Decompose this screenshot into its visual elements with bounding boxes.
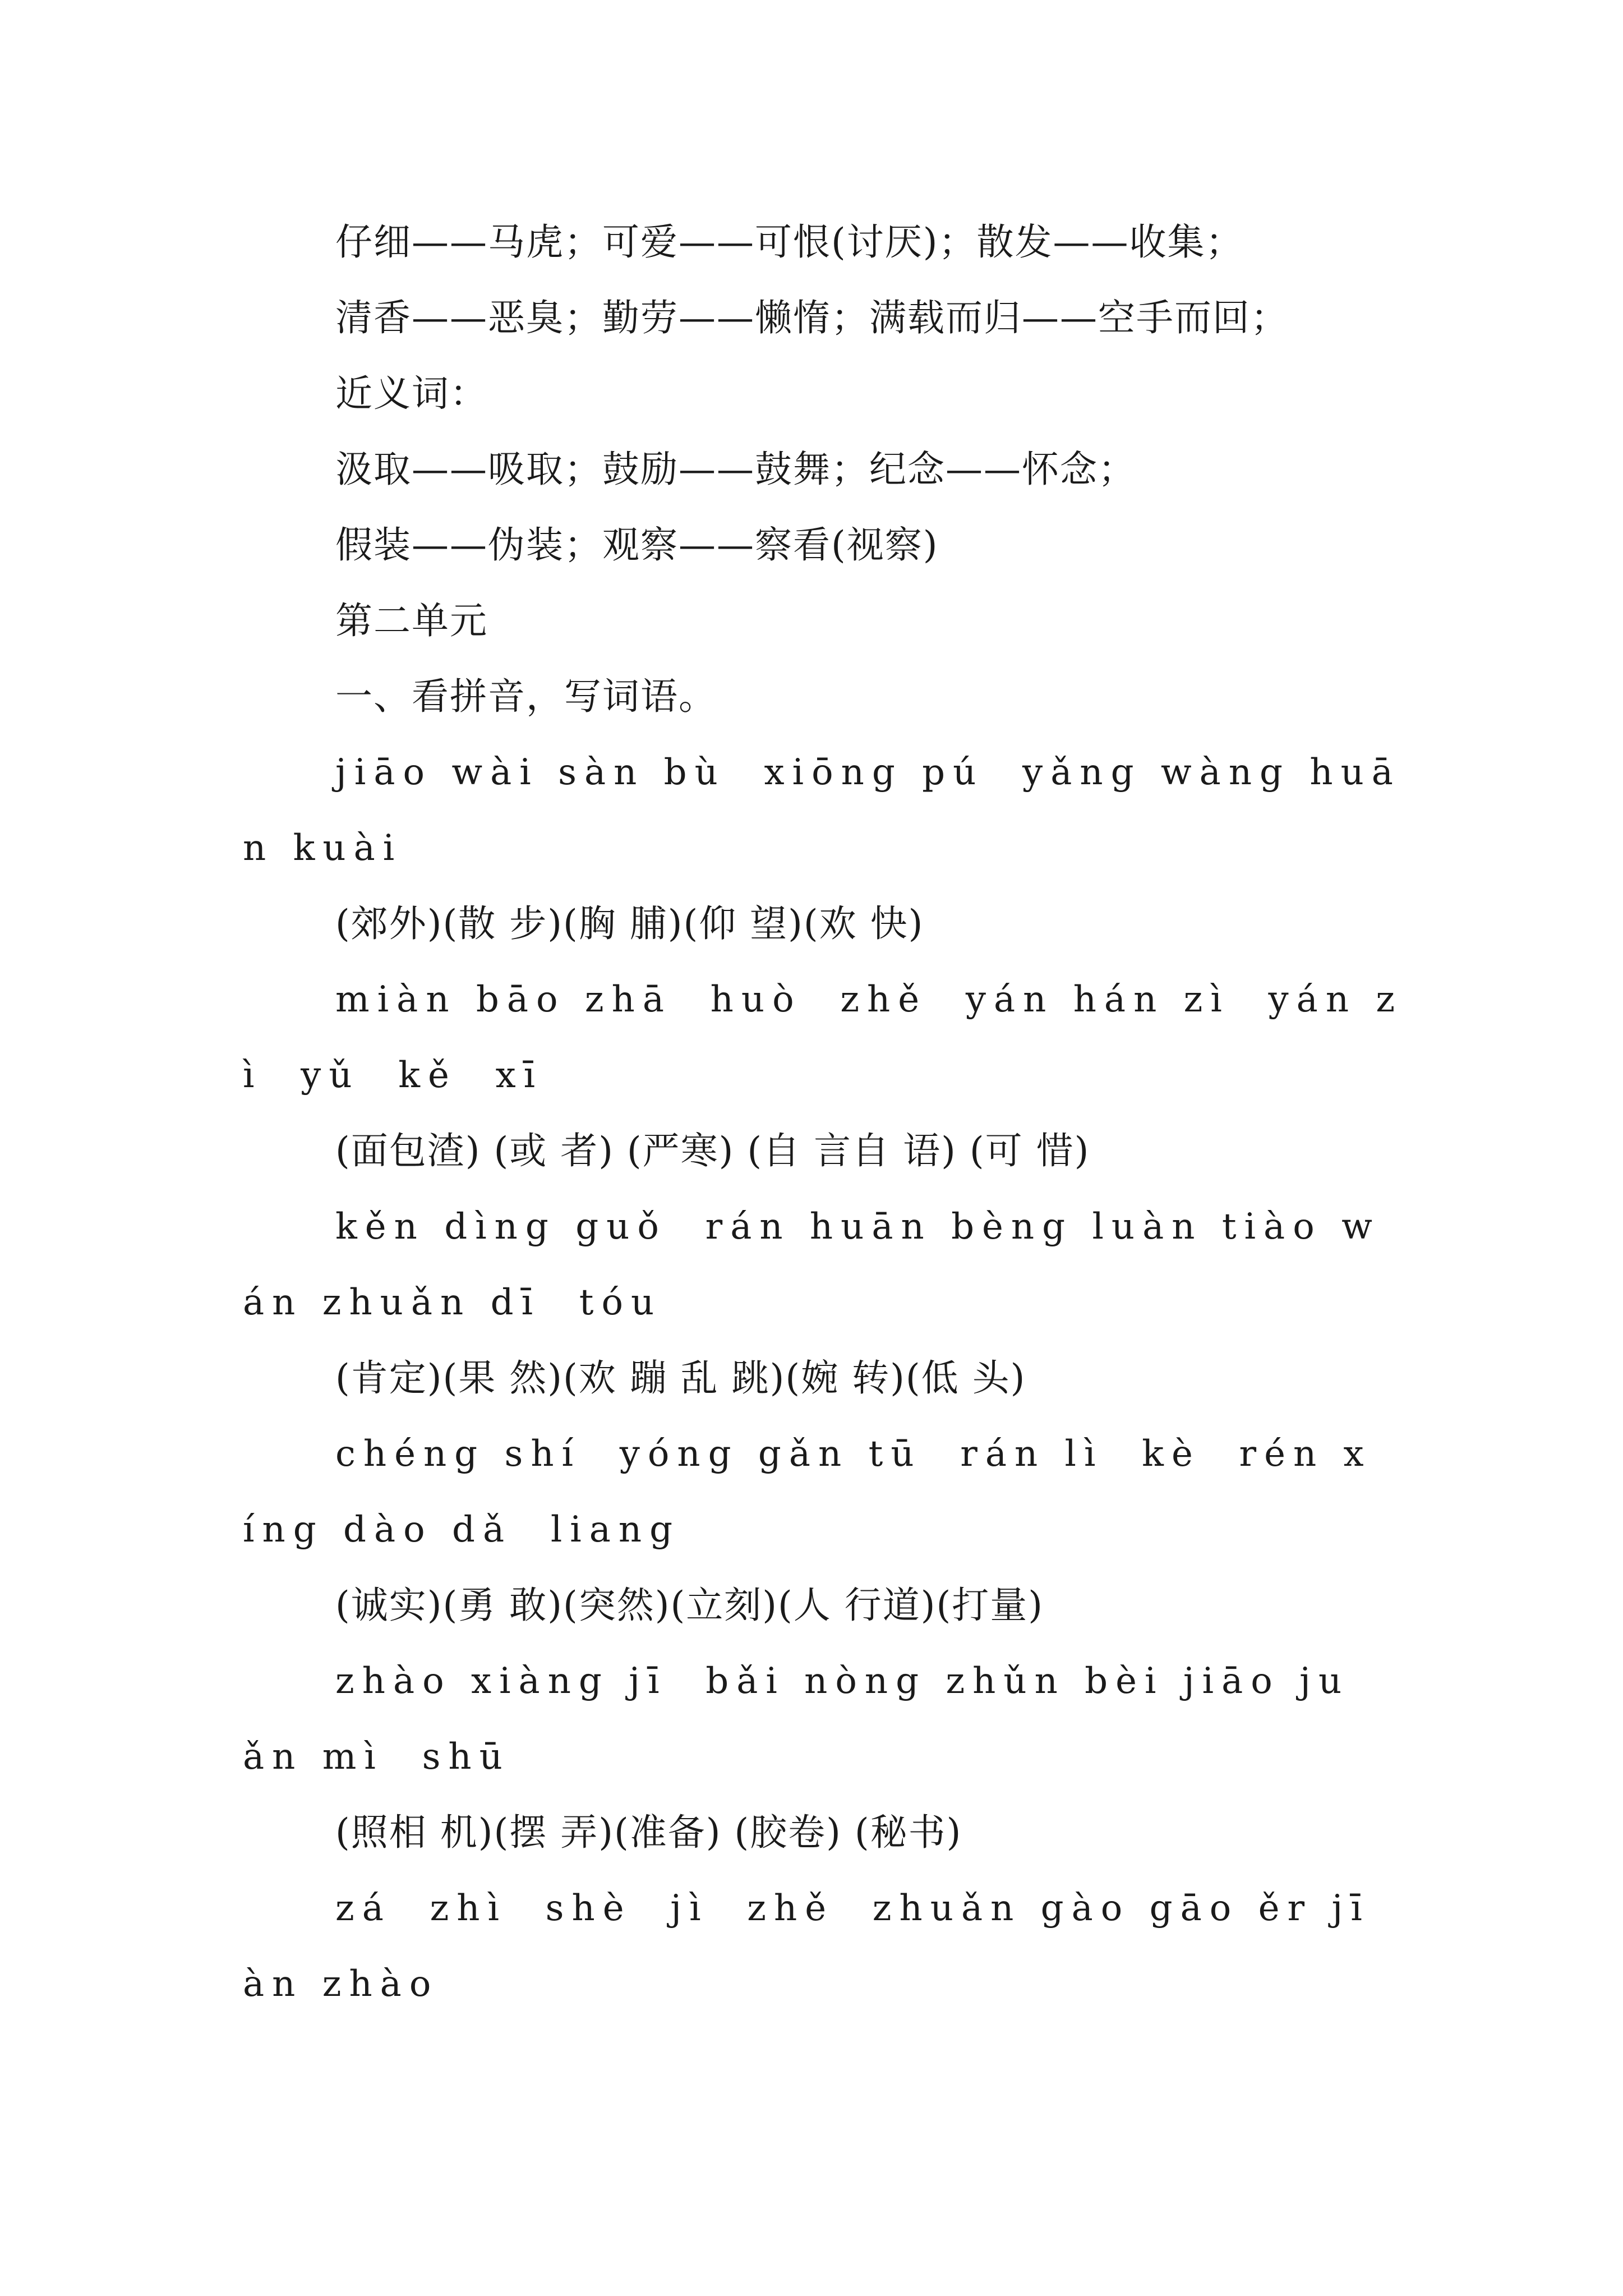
synonym-line-1: 汲取——吸取；鼓励——鼓舞；纪念——怀念； (335, 448, 1136, 491)
pinyin-line-continued: àn zhào (243, 1963, 439, 2005)
pinyin-line: zá zhì shè jì zhě zhuǎn gào gāo ěr jī (335, 1888, 1370, 1929)
pinyin-line: kěn dìng guǒ rán huān bèng luàn tiào w (335, 1206, 1380, 1248)
answer-line: (郊外)(散 步)(胸 脯)(仰 望)(欢 快) (335, 902, 924, 945)
answer-line: (肯定)(果 然)(欢 蹦 乱 跳)(婉 转)(低 头) (335, 1356, 1026, 1400)
answer-line: (诚实)(勇 敢)(突然)(立刻)(人 行道)(打量) (335, 1584, 1044, 1627)
answer-line: (照相 机)(摆 弄)(准备) (胶卷) (秘书) (335, 1811, 962, 1854)
pinyin-line-continued: ǎn mì shū (243, 1736, 510, 1778)
pinyin-line: jiāo wài sàn bù xiōng pú yǎng wàng huā (335, 752, 1401, 793)
answer-line: (面包渣) (或 者) (严寒) (自 言自 语) (可 惜) (335, 1129, 1090, 1172)
synonyms-heading: 近义词： (335, 372, 488, 415)
pinyin-line-continued: íng dào dǎ liang (243, 1509, 681, 1550)
pinyin-line-continued: án zhuǎn dī tóu (243, 1282, 662, 1323)
synonym-line-2: 假装——伪装；观察——察看(视察) (335, 523, 939, 567)
antonym-line-1: 仔细——马虎；可爱——可恨(讨厌)；散发——收集； (335, 220, 1244, 264)
pinyin-line: zhào xiàng jī bǎi nòng zhǔn bèi jiāo ju (335, 1660, 1350, 1702)
pinyin-line-continued: ì yǔ kě xī (243, 1055, 543, 1096)
antonym-line-2: 清香——恶臭；勤劳——懒惰；满载而归——空手而回； (335, 296, 1289, 339)
pinyin-line: miàn bāo zhā huò zhě yán hán zì yán z (335, 979, 1403, 1020)
unit-heading: 第二单元 (335, 599, 488, 642)
section-heading: 一、看拼音，写词语。 (335, 675, 717, 718)
pinyin-line: chéng shí yóng gǎn tū rán lì kè rén x (335, 1433, 1372, 1475)
pinyin-line-continued: n kuài (243, 827, 403, 869)
